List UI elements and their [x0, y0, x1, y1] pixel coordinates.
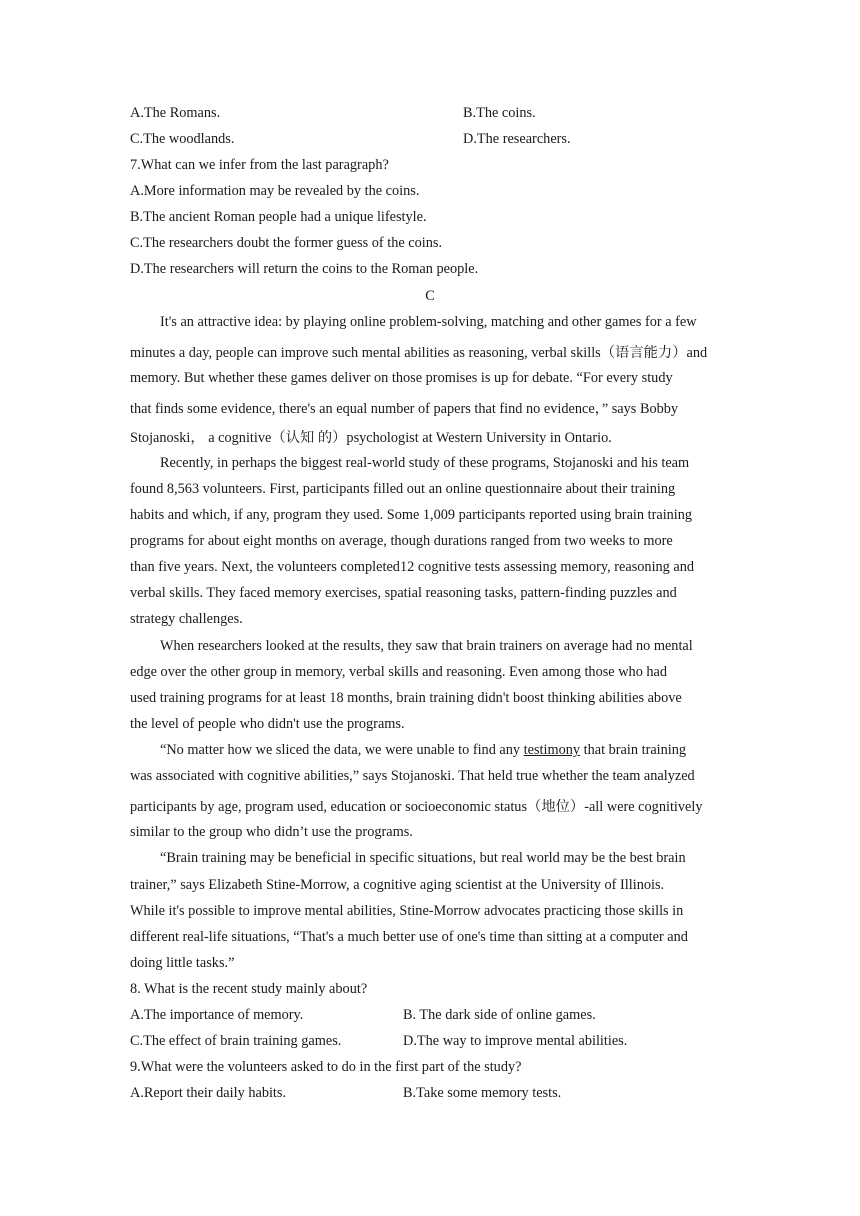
paragraph-line: “Brain training may be beneficial in specific situations, but real world may be the best brain: [160, 850, 686, 866]
q6-option-a: A.The Romans.: [130, 105, 221, 121]
q7-option-c: C.The researchers doubt the former guess of the coins.: [130, 235, 443, 251]
paragraph-line: habits and which, if any, program they used. Some 1,009 participants reported using brain training: [130, 507, 693, 523]
paragraph-line: similar to the group who didn’t use the programs.: [130, 824, 413, 840]
q6-option-d: D.The researchers.: [463, 131, 571, 147]
q7-option-b: B.The ancient Roman people had a unique lifestyle.: [130, 209, 427, 225]
q9-question: 9.What were the volunteers asked to do in the first part of the study?: [130, 1059, 522, 1075]
q9-option-a: A.Report their daily habits.: [130, 1085, 287, 1101]
paragraph-line: While it's possible to improve mental abilities, Stine-Morrow advocates practicing those skills in: [130, 903, 684, 919]
paragraph-line: used training programs for at least 18 months, brain training didn't boost thinking abilities above: [130, 690, 682, 706]
q6-option-b: B.The coins.: [463, 105, 536, 121]
paragraph-line: memory. But whether these games deliver on those promises is up for debate. “For every study: [130, 370, 673, 386]
paragraph-line: programs for about eight months on average, though durations ranged from two weeks to more: [130, 533, 673, 549]
paragraph-line: strategy challenges.: [130, 611, 243, 627]
section-heading: C: [425, 288, 435, 304]
paragraph-line: trainer,” says Elizabeth Stine-Morrow, a cognitive aging scientist at the University of Illinois.: [130, 877, 665, 893]
paragraph-text: that brain training: [580, 742, 687, 758]
paragraph-line: verbal skills. They faced memory exercises, spatial reasoning tasks, pattern-finding puzzles and: [130, 585, 677, 601]
paragraph-line: Recently, in perhaps the biggest real-world study of these programs, Stojanoski and his team: [160, 455, 690, 471]
q6-option-c: C.The woodlands.: [130, 131, 235, 147]
paragraph-line: edge over the other group in memory, verbal skills and reasoning. Even among those who had: [130, 664, 668, 680]
paragraph-line: different real-life situations, “That's a much better use of one's time than sitting at a computer and: [130, 929, 688, 945]
q7-question: 7.What can we infer from the last paragraph?: [130, 157, 389, 173]
paragraph-line: [160, 742, 686, 759]
paragraph-line: that finds some evidence, there's an equal number of papers that find no evidence，” says Bobby: [130, 401, 679, 417]
q8-question: 8. What is the recent study mainly about?: [130, 981, 368, 997]
q8-option-c: C.The effect of brain training games.: [130, 1033, 342, 1049]
q8-option-b: B. The dark side of online games.: [403, 1007, 596, 1023]
q8-option-a: A.The importance of memory.: [130, 1007, 304, 1023]
q9-option-b: B.Take some memory tests.: [403, 1085, 562, 1101]
q8-option-d: D.The way to improve mental abilities.: [403, 1033, 628, 1049]
paragraph-line: participants by age, program used, education or socioeconomic status（地位）-all were cognitively: [130, 799, 703, 815]
paragraph-line: found 8,563 volunteers. First, participants filled out an online questionnaire about their training: [130, 481, 676, 497]
paragraph-text: “No matter how we sliced the data, we were unable to find any: [160, 742, 524, 758]
paragraph-line: Stojanoski， a cognitive（认知 的）psychologist at Western University in Ontario.: [130, 430, 612, 446]
q7-option-d: D.The researchers will return the coins to the Roman people.: [130, 261, 479, 277]
paragraph-line: doing little tasks.”: [130, 955, 235, 971]
q7-option-a: A.More information may be revealed by the coins.: [130, 183, 420, 199]
underlined-word: testimony: [523, 742, 581, 758]
paragraph-line: was associated with cognitive abilities,” says Stojanoski. That held true whether the team analyzed: [130, 768, 695, 784]
paragraph-line: When researchers looked at the results, they saw that brain trainers on average had no mental: [160, 638, 693, 654]
paragraph-line: the level of people who didn't use the programs.: [130, 716, 405, 732]
paragraph-line: than five years. Next, the volunteers completed12 cognitive tests assessing memory, reasoning and: [130, 559, 695, 575]
paragraph-line: It's an attractive idea: by playing online problem-solving, matching and other games for a few: [160, 314, 697, 330]
paragraph-line: minutes a day, people can improve such mental abilities as reasoning, verbal skills（语言能力）and: [130, 345, 708, 361]
